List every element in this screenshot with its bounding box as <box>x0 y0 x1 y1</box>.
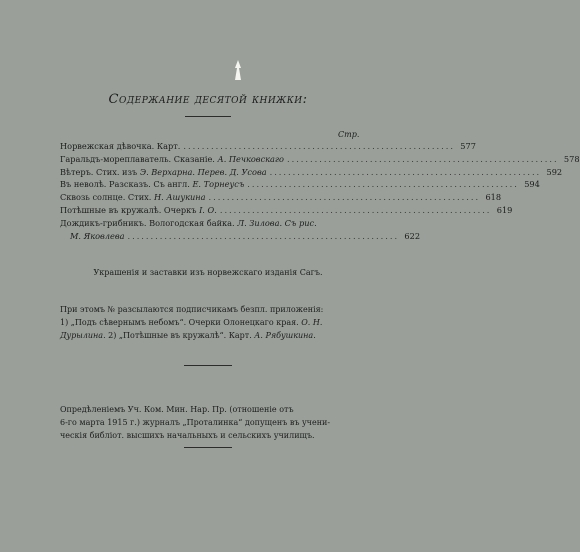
toc-row[interactable] <box>60 218 360 231</box>
toc-leader: ........................................................... <box>247 179 519 190</box>
toc-title: Дождикъ-грибникъ. Вологодская байка. <box>60 217 235 228</box>
toc-page: 577 <box>460 141 476 151</box>
supplement-line: 1) „Подъ сѣвернымъ небомъ“. Очерки Олонецкаго края. О. Н. <box>60 318 323 327</box>
toc-author: М. Яковлева <box>70 230 125 241</box>
toc-leader: ........................................................... <box>183 141 455 151</box>
decree-line: 6-го марта 1915 г.) журналъ „Проталинка“ допущенъ въ учени- <box>60 418 331 427</box>
toc-author: А. Печковскаго <box>217 153 284 164</box>
toc-author: Э. Верхарна. Перев. Д. Усова <box>139 166 267 177</box>
toc-author: Е. Торнеусъ <box>192 179 245 190</box>
bottom-rule <box>184 447 232 448</box>
toc-title: Сквозь солнце. Стих. <box>60 192 152 203</box>
toc-page: 592 <box>546 166 563 177</box>
toc-title: Вѣтеръ. Стих. изъ <box>60 166 138 177</box>
toc-title: Гаральдъ-мореплаватель. Сказаніе. <box>60 153 215 164</box>
toc-leader: ........................................................... <box>219 204 492 215</box>
toc-row[interactable] <box>60 166 563 180</box>
decree-line: Опредѣленіемъ Уч. Ком. Мин. Нар. Пр. (отношеніе отъ <box>60 405 294 414</box>
toc-title: Въ неволѣ. Разсказъ. Съ англ. <box>60 179 190 190</box>
toc-leader: ........................................................... <box>127 230 400 241</box>
section-rule <box>184 365 232 366</box>
toc-row[interactable] <box>60 179 540 192</box>
decree-line: ческія библіот. высшихъ начальныхъ и сельскихъ училищъ. <box>60 431 315 440</box>
supplement-line: При этомъ № разсылаются подписчикамъ безпл. приложенія: <box>60 305 324 314</box>
toc-row[interactable] <box>60 153 580 167</box>
table-of-contents <box>60 141 580 243</box>
heading-rule <box>185 116 231 117</box>
toc-row[interactable] <box>60 192 502 205</box>
toc-row[interactable] <box>60 204 513 218</box>
supplement-paragraph <box>60 303 362 342</box>
toc-title: Потѣшные въ кружалѣ. Очеркъ <box>60 204 197 215</box>
toc-page: 594 <box>524 179 540 190</box>
ornament-icon <box>234 60 242 80</box>
page-column-label: Стр. <box>338 130 360 139</box>
toc-page: 619 <box>496 204 513 215</box>
toc-author: Н. Ашукина <box>154 192 206 203</box>
toc-page: 578 <box>563 153 580 164</box>
toc-author: І. О. <box>199 204 217 215</box>
supplement-line: Дурылина. 2) „Потѣшные въ кружалѣ“. Карт. А. Рябушкина. <box>60 331 316 340</box>
contents-heading: Содержание десятой книжки: <box>108 92 308 107</box>
toc-page: 622 <box>404 230 421 241</box>
toc-author: Л. Зилова. Съ рис. <box>237 217 317 228</box>
toc-leader: ........................................................... <box>208 192 481 203</box>
toc-title: Норвежская дѣвочка. Карт. <box>60 141 181 151</box>
illustrations-note: Украшенія и заставки изъ норвежскаго изданія Сагъ. <box>93 268 323 277</box>
toc-row-continuation[interactable] <box>60 230 421 244</box>
toc-row[interactable] <box>60 141 476 154</box>
decree-paragraph <box>60 403 362 442</box>
toc-leader: ........................................................... <box>287 153 559 164</box>
toc-page: 618 <box>485 192 502 203</box>
toc-leader: ........................................................... <box>269 166 542 177</box>
